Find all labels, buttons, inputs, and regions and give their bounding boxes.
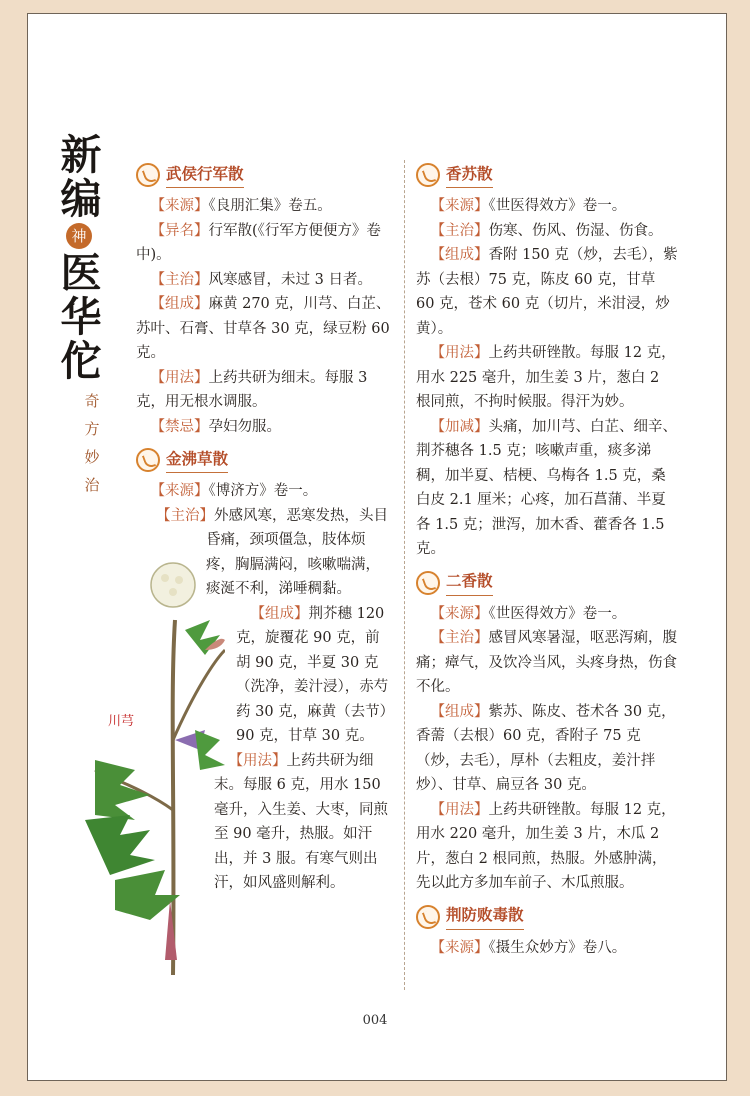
title-char: 华 <box>60 293 102 341</box>
subtitle-char: 妙 <box>84 448 100 466</box>
recipe-heading <box>416 902 678 932</box>
plant-illustration <box>75 560 225 980</box>
entry-label: 【 来源 】 <box>151 198 209 214</box>
entry-text: 《良朋汇集》卷五。 <box>208 198 332 214</box>
entry-text: 风寒感冒，未过 3 日者。 <box>208 271 372 288</box>
entry-label: 【 组成 】 <box>251 606 309 622</box>
recipe-title: 武侯行军散 <box>166 162 244 189</box>
title-char: 新 <box>60 131 102 179</box>
book-side-title <box>50 133 130 495</box>
entry-text: 香附 150 克（炒，去毛），紫苏（去根）75 克，陈皮 60 克，甘草 60 克，苍术 60 克（切片，米泔浸，炒黄）。 <box>416 247 678 337</box>
recipe-entry <box>136 479 394 504</box>
shen-badge: 神 <box>66 223 92 249</box>
entry-text: 伤寒、伤风、伤湿、伤食。 <box>488 222 663 239</box>
leaf-icon <box>416 905 440 929</box>
leaf-icon <box>416 163 440 187</box>
entry-text: 孕妇勿服。 <box>208 418 281 435</box>
recipe-title: 香苏散 <box>446 162 493 189</box>
entry-label: 【 组成 】 <box>151 296 209 312</box>
title-char: 医 <box>60 249 102 297</box>
recipe-title: 金沸草散 <box>166 447 228 474</box>
entry-text: 上药共研为细末。每服 3 克，用无根水调服。 <box>136 369 368 410</box>
entry-label: 【 来源 】 <box>431 198 489 214</box>
entry-label: 【 用法 】 <box>431 345 489 361</box>
recipe-entry <box>416 936 678 961</box>
entry-text: 外感风寒，恶寒发热，头目昏痛，颈项僵急，肢体烦疼，胸膈满闷，咳嗽喘满，痰涎不利，涕唾稠黏。 <box>206 507 388 597</box>
entry-text: 感冒风寒暑湿，呕恶泻痢，腹痛；瘴气，及饮冷当风，头疼身热，伤食不化。 <box>416 630 677 695</box>
recipe-entry <box>416 700 678 798</box>
entry-text: 行军散(《行军方便便方》卷中)。 <box>136 222 381 263</box>
entry-text: 紫苏、陈皮、苍术各 30 克，香薷（去根）60 克，香附子 75 克（炒，去毛），厚朴（去粗皮，姜汁拌炒）、甘草、扁豆各 30 克。 <box>416 703 676 793</box>
recipe-entry <box>416 194 678 219</box>
subtitle-char: 治 <box>84 476 100 494</box>
entry-text: 头痛，加川芎、白芷、细辛、荆芥穗各 1.5 克；咳嗽声重，痰多涕稠，加半夏、桔梗、乌梅各 1.5 克，桑白皮 2.1 厘米；心疼，加石菖蒲、半夏各 1.5 克；泄泻，加木香、藿香各 1.5 克。 <box>416 418 677 557</box>
entry-label: 【 加减 】 <box>431 419 489 435</box>
subtitle-char: 奇 <box>84 392 100 410</box>
recipe-entry <box>136 415 394 440</box>
recipe-entry <box>416 219 678 244</box>
entry-text: 上药共研锉散。每服 12 克，用水 225 毫升，加生姜 3 片，葱白 2 根同煎，不拘时候服。得汗为妙。 <box>416 345 676 410</box>
page-number: 004 <box>362 1013 388 1028</box>
title-char: 佗 <box>60 337 102 385</box>
column-divider <box>404 160 405 990</box>
recipe-entry <box>416 798 678 896</box>
entry-label: 【 来源 】 <box>431 606 489 622</box>
entry-text: 《世医得效方》卷一。 <box>488 198 627 214</box>
entry-text: 《摄生众妙方》卷八。 <box>488 939 627 956</box>
plant-label: 川芎 <box>108 714 135 729</box>
recipe-entry <box>136 366 394 415</box>
right-column <box>416 160 678 960</box>
recipe-entry <box>416 243 678 341</box>
entry-label: 【 主治 】 <box>156 508 214 524</box>
entry-label: 【 组成 】 <box>431 247 489 263</box>
leaf-icon <box>416 571 440 595</box>
recipe-heading <box>136 160 394 190</box>
entry-label: 【 主治 】 <box>151 272 209 288</box>
recipe-title: 二香散 <box>446 569 493 596</box>
subtitle-char: 方 <box>84 420 100 438</box>
recipe-entry <box>416 626 678 700</box>
recipe-heading <box>416 568 678 598</box>
entry-label: 【 来源 】 <box>431 940 489 956</box>
entry-text: 《博济方》卷一。 <box>208 483 318 499</box>
recipe-entry <box>416 602 678 627</box>
leaf-icon <box>136 163 160 187</box>
leaf-icon <box>136 448 160 472</box>
entry-label: 【 主治 】 <box>431 223 489 239</box>
entry-label: 【 来源 】 <box>151 483 209 499</box>
entry-text: 上药共研为细末。每服 6 克，用水 150 毫升，入生姜、大枣，同煎至 90 毫升，热服。如汗出，并 3 服。有寒气则出汗，如风盛则解利。 <box>214 752 388 891</box>
recipe-heading <box>416 160 678 190</box>
entry-label: 【 用法 】 <box>151 370 209 386</box>
entry-text: 麻黄 270 克，川芎、白芷、苏叶、石膏、甘草各 30 克，绿豆粉 60 克。 <box>136 296 391 361</box>
recipe-entry <box>136 194 394 219</box>
entry-label: 【 禁忌 】 <box>151 419 209 435</box>
entry-text: 上药共研锉散。每服 12 克，用水 220 毫升，加生姜 3 片，木瓜 2 片，葱白 2 根同煎，热服。外感肿满，先以此方多加车前子、木瓜煎服。 <box>416 801 676 891</box>
recipe-heading <box>136 445 394 475</box>
entry-label: 【 异名 】 <box>151 223 209 239</box>
recipe-entry <box>136 292 394 366</box>
recipe-entry <box>416 415 678 562</box>
entry-label: 【 组成 】 <box>431 704 489 720</box>
entry-label: 【 用法 】 <box>431 802 489 818</box>
recipe-entry <box>136 219 394 268</box>
recipe-title: 荆防败毒散 <box>446 903 524 930</box>
recipe-entry <box>136 268 394 293</box>
entry-label: 【 用法 】 <box>229 753 287 769</box>
entry-label: 【 主治 】 <box>431 630 489 646</box>
recipe-entry <box>416 341 678 415</box>
entry-text: 《世医得效方》卷一。 <box>488 605 627 622</box>
entry-text: 荆芥穗 120 克，旋覆花 90 克，前胡 90 克，半夏 30 克（洗净，姜汁浸），赤芍药 30 克，麻黄（去节）90 克，甘草 30 克。 <box>236 605 389 744</box>
title-char: 编 <box>60 175 102 223</box>
